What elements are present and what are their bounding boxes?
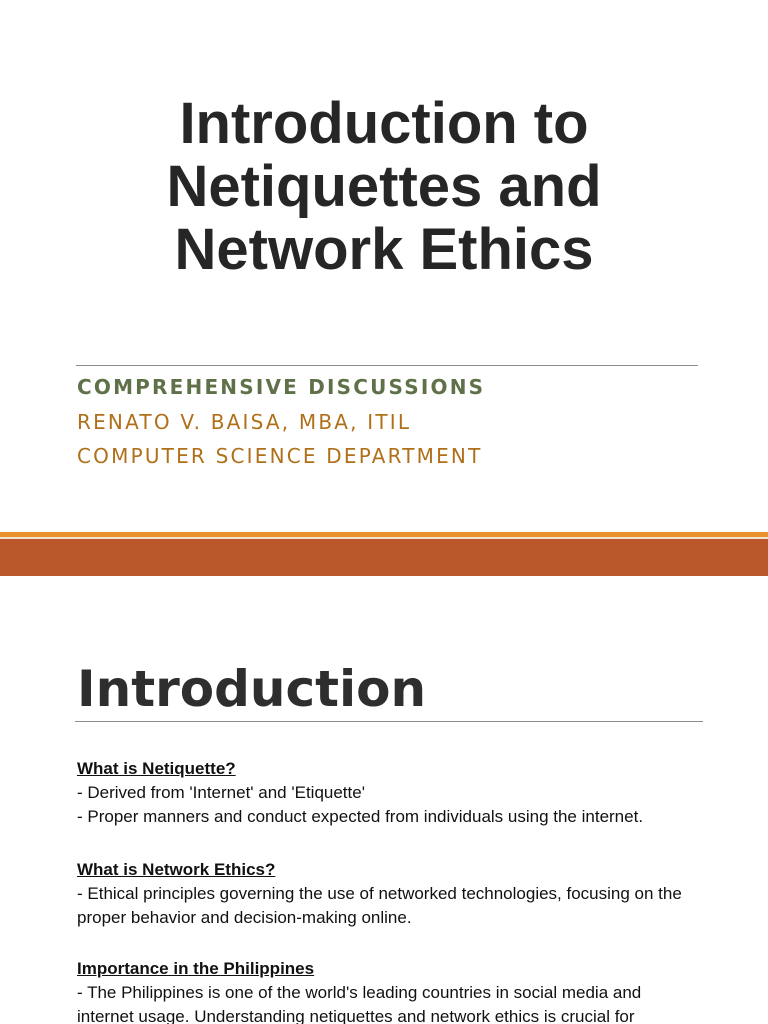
netiquette-line-1: - Derived from 'Internet' and 'Etiquette' (77, 783, 365, 802)
slide-divider-band (0, 539, 768, 576)
philippines-heading: Importance in the Philippines (77, 959, 315, 978)
network-ethics-heading: What is Network Ethics? (77, 860, 276, 879)
subtitle-author: RENATO V. BAISA, MBA, ITIL (77, 410, 412, 434)
netiquette-line-2: - Proper manners and conduct expected from individuals using the internet. (77, 807, 644, 826)
title-line-2: Netiquettes and (166, 154, 602, 219)
netiquette-heading: What is Netiquette? (77, 759, 236, 778)
network-ethics-line-1: - Ethical principles governing the use of networked technologies, focusing on the proper behavior and decision-making online. (77, 884, 682, 927)
section-netiquette (77, 757, 697, 829)
section-philippines (77, 957, 697, 1024)
subtitle-department: COMPUTER SCIENCE DEPARTMENT (77, 444, 483, 468)
philippines-line-1: - The Philippines is one of the world's leading countries in social media and internet usage. Understanding netiquettes and network ethics is crucial for (77, 983, 642, 1024)
title-divider (76, 365, 698, 366)
subtitle-discussions: COMPREHENSIVE DISCUSSIONS (77, 375, 486, 399)
heading-divider (75, 721, 703, 722)
slide-title (0, 92, 768, 281)
section-heading: Introduction (77, 660, 427, 718)
section-network-ethics (77, 858, 697, 930)
title-line-3: Network Ethics (174, 217, 594, 282)
title-line-1: Introduction to (179, 91, 589, 156)
